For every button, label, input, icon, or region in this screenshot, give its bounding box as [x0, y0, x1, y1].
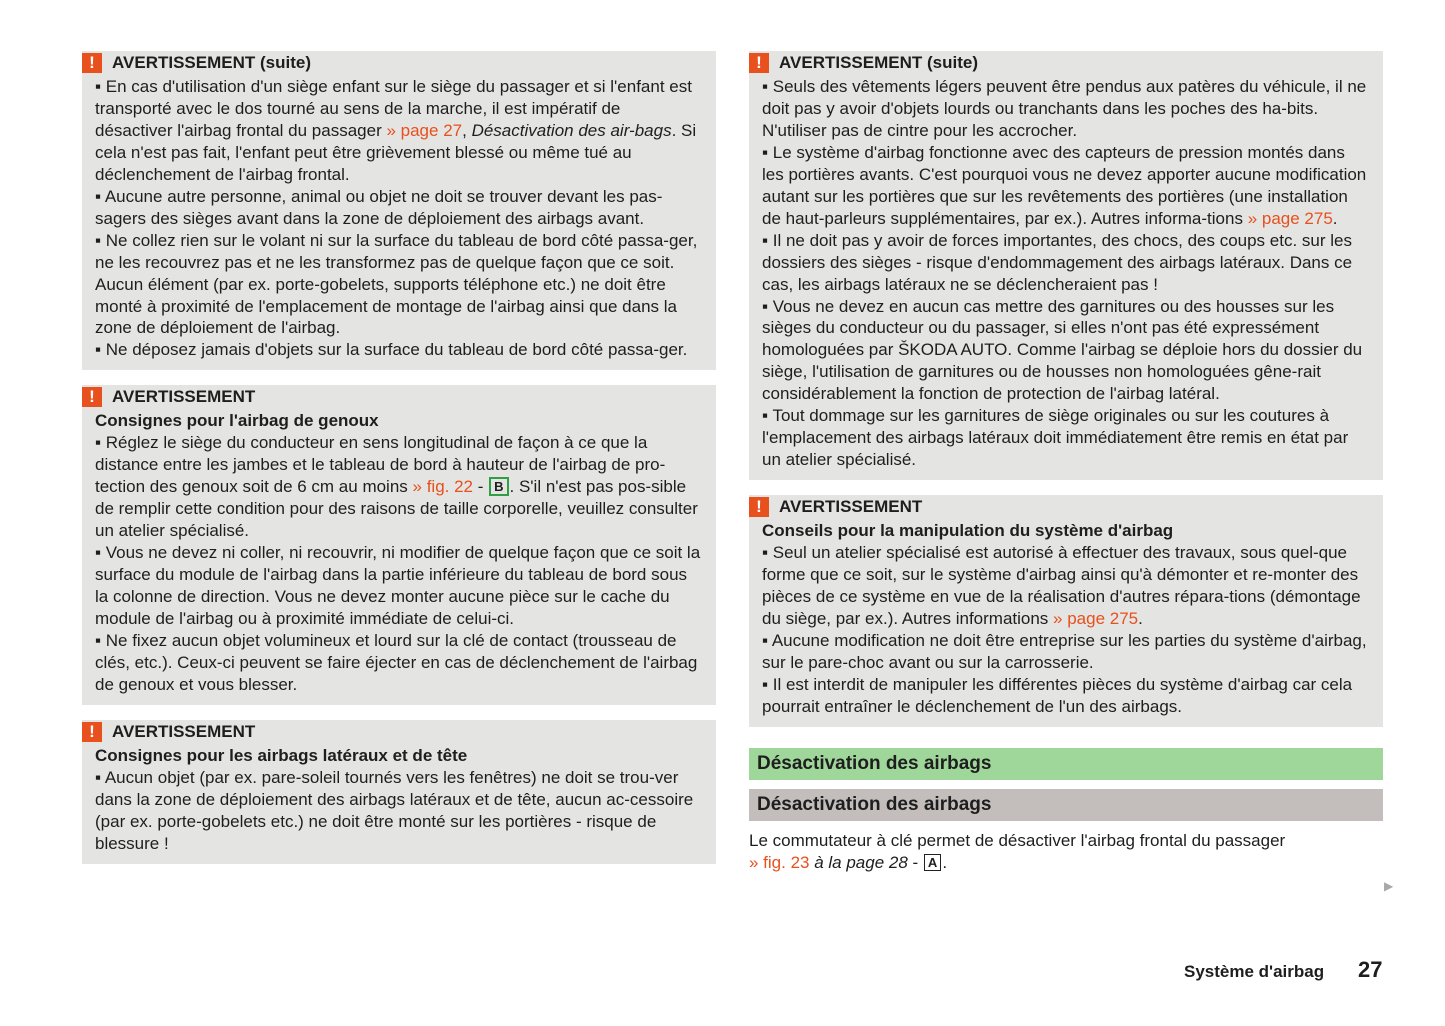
page-link[interactable]: » page 27 — [386, 120, 463, 140]
exclamation-icon: ! — [82, 722, 102, 742]
warning-title: AVERTISSEMENT — [779, 497, 923, 517]
section-heading-green: Désactivation des airbags — [749, 748, 1383, 780]
left-column — [82, 51, 716, 879]
warning-box-left-continued — [82, 51, 716, 370]
bullet-text: Seul un atelier spécialisé est autorisé à effectuer des travaux, sous quel-que forme que ce soit, sur le système d'airbag ainsi qu'à démonter et re-monter des pièces de ce système en vue de la réalisation d'autres répara-tions (démontage du siège, par ex.). Autres informations — [762, 543, 1361, 628]
triangle-right-icon: ▶ — [1384, 879, 1394, 893]
figure-label-a: A — [924, 854, 941, 871]
page-number: 27 — [1358, 957, 1383, 982]
warning-bullet — [95, 432, 702, 542]
warning-bullet: ▪ Ne fixez aucun objet volumineux et lourd sur la clé de contact (trousseau de clés, etc.). Ceux-ci peuvent se faire éjecter en cas de déclenchement de l'airbag de genoux et vous blesser. — [95, 630, 702, 696]
warning-header — [749, 52, 1369, 76]
warning-subtitle: Consignes pour les airbags latéraux et de tête — [95, 745, 468, 765]
exclamation-icon: ! — [82, 387, 102, 407]
warning-box-airbag-handling — [749, 495, 1383, 727]
right-column — [749, 51, 1383, 874]
warning-bullet: ▪ Vous ne devez en aucun cas mettre des garnitures ou des housses sur les sièges du conducteur ou du passager, si elles n'ont pas été expressément homologuées par ŠKODA AUTO. Comme l'airbag se déploie hors du dossier du siège, l'utilisation de garnitures ou de housses non homologuées gêne-rait considérablement la fonction de protection de l'airbag latéral. — [762, 296, 1369, 406]
warning-bullet: ▪ Tout dommage sur les garnitures de siège originales ou sur les coutures à l'emplacement des airbags latéraux doit immédiatement être remis en état par un atelier spécialisé. — [762, 405, 1369, 471]
warning-bullet: ▪ Ne collez rien sur le volant ni sur la surface du tableau de bord côté passa-ger, ne les recouvrez pas et ne les transformez pas de quelque façon que ce soit. Aucun élément (par ex. porte-gobelets, supports téléphone etc.) ne doit être monté à proximité de l'emplacement de montage de l'airbag ainsi que dans la zone de déploiement de l'airbag. — [95, 230, 702, 340]
warning-title: AVERTISSEMENT (suite) — [779, 53, 978, 72]
figure-label-b: B — [489, 477, 508, 496]
paragraph-text: Le commutateur à clé permet de désactiver l'airbag frontal du passager — [749, 830, 1286, 850]
warning-bullet: ▪ Aucune autre personne, animal ou objet ne doit se trouver devant les pas-sagers des sièges avant dans la zone de déploiement des airbags avant. — [95, 186, 702, 230]
bullet-text: Le système d'airbag fonctionne avec des capteurs de pression montés dans les portières avants. C'est pourquoi vous ne devez apporter aucune modification autant sur les portières que sur les revêtements des portières (une installation de haut-parleurs supplémentaires, par ex.). Autres informa-tions — [762, 142, 1367, 228]
warning-header — [82, 386, 702, 410]
bullet-text: . — [1332, 208, 1338, 228]
warning-subtitle: Consignes pour l'airbag de genoux — [95, 411, 379, 431]
warning-header — [82, 721, 702, 745]
bullet-text: . S'il n'est pas pos-sible de remplir cette condition pour des raisons de taille corporelle, veuillez consulter un atelier spécialisé. — [95, 477, 698, 541]
warning-bullet — [762, 542, 1369, 630]
warning-bullet: ▪ Il est interdit de manipuler les différentes pièces du système d'airbag car cela pourrait entraîner le déclenchement de l'un des airbags. — [762, 674, 1369, 718]
warning-box-side-head-airbags — [82, 720, 716, 864]
warning-box-knee-airbag — [82, 385, 716, 704]
figure-link[interactable]: » fig. 23 — [749, 852, 810, 872]
warning-bullet: ▪ Ne déposez jamais d'objets sur la surface du tableau de bord côté passa-ger. — [95, 339, 702, 361]
section-reference: Désactivation des air-bags — [471, 120, 672, 140]
warning-bullet — [762, 142, 1369, 230]
body-paragraph — [749, 830, 1383, 874]
warning-header — [82, 52, 702, 76]
warning-box-right-continued — [749, 51, 1383, 480]
page-link[interactable]: » page 275 — [1053, 608, 1139, 628]
exclamation-icon: ! — [749, 53, 769, 73]
exclamation-icon: ! — [82, 53, 102, 73]
warning-title: AVERTISSEMENT — [112, 387, 256, 407]
bullet-text: Réglez le siège du conducteur en sens longitudinal de façon à ce que la distance entre les jambes et le tableau de bord à hauteur de l'airbag de pro-tection des genoux soit de 6 cm au moins — [95, 433, 666, 497]
bullet-text: En cas d'utilisation d'un siège enfant sur le siège du passager et si l'enfant est transporté avec le dos tourné au sens de la marche, il est impératif de désactiver l'airbag frontal du passager — [95, 77, 692, 140]
warning-bullet: ▪ Aucun objet (par ex. pare-soleil tournés vers les fenêtres) ne doit se trou-ver dans la zone de déploiement des airbags latéraux et de tête, aucun ac-cessoire (par ex. porte-gobelets etc.) ne doit être monté sur les portières - risque de blessure ! — [95, 767, 702, 855]
warning-bullet: ▪ Vous ne devez ni coller, ni recouvrir, ni modifier de quelque façon que ce soit la surface du module de l'airbag dans la partie inférieure du tableau de bord sous la colonne de direction. Vous ne devez monter aucune pièce sur le cache du module de l'airbag ou à proximité immédiate de celui-ci. — [95, 542, 702, 630]
warning-header — [749, 496, 1369, 520]
paragraph-text: . — [942, 852, 948, 872]
warning-bullet: ▪ Aucune modification ne doit être entreprise sur les parties du système d'airbag, sur le pare-choc avant ou sur la carrosserie. — [762, 630, 1369, 674]
bullet-text: . Si cela n'est pas fait, l'enfant peut être grièvement blessé ou même tué au déclenchement de l'airbag frontal. — [95, 120, 697, 184]
figure-link[interactable]: » fig. 22 — [412, 477, 474, 497]
footer-section-title: Système d'airbag — [1184, 962, 1325, 981]
exclamation-icon: ! — [749, 497, 769, 517]
warning-bullet: ▪ Seuls des vêtements légers peuvent être pendus aux patères du véhicule, il ne doit pas y avoir d'objets lourds ou tranchants dans les poches des ha-bits. N'utiliser pas de cintre pour les accrocher. — [762, 76, 1369, 142]
bullet-text: - — [473, 477, 489, 497]
paragraph-text: - — [907, 852, 923, 872]
bullet-text: , — [462, 120, 472, 140]
page-reference: à la page 28 — [809, 852, 908, 872]
page-link[interactable]: » page 275 — [1247, 208, 1333, 228]
bullet-text: . — [1138, 608, 1143, 628]
warning-subtitle: Conseils pour la manipulation du système d'airbag — [762, 521, 1174, 541]
section-heading-gray: Désactivation des airbags — [749, 789, 1383, 821]
warning-title: AVERTISSEMENT (suite) — [112, 53, 311, 72]
warning-title: AVERTISSEMENT — [112, 721, 256, 741]
warning-bullet: ▪ Il ne doit pas y avoir de forces importantes, des chocs, des coups etc. sur les dossiers des sièges - risque d'endommagement des airbags latéraux. Dans ce cas, les airbags latéraux ne se déclencheraient pas ! — [762, 230, 1369, 296]
warning-bullet — [95, 76, 702, 186]
